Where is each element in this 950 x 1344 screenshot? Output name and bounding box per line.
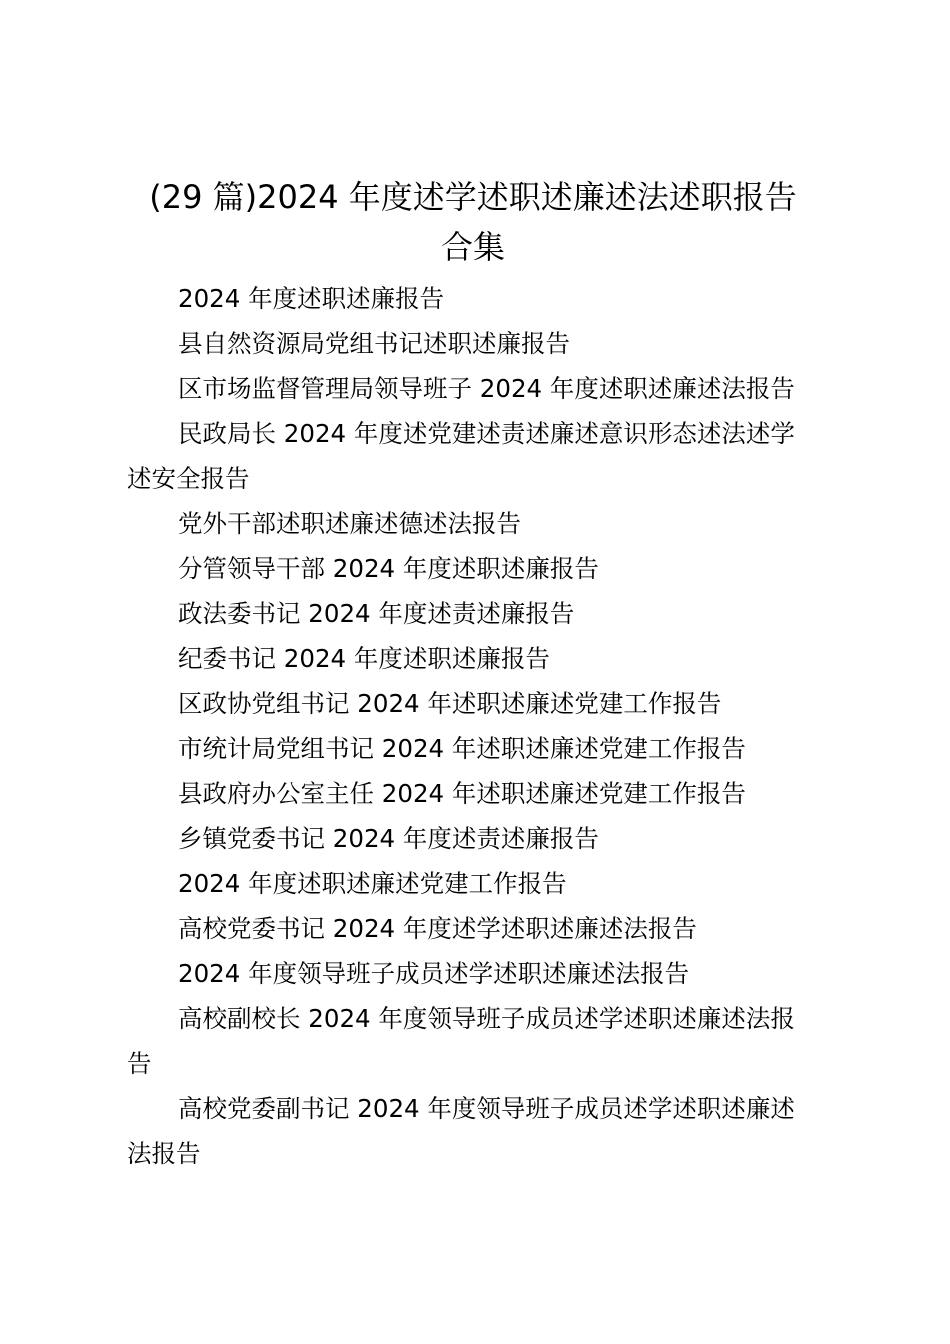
title-line-2: 合集 — [440, 228, 505, 266]
list-item: 2024 年度领导班子成员述学述职述廉述法报告 — [178, 959, 690, 988]
list-item: 纪委书记 2024 年度述职述廉报告 — [178, 644, 550, 673]
document-content — [127, 172, 819, 1176]
list-item: 高校党委书记 2024 年度述学述职述廉述法报告 — [178, 914, 697, 943]
list-item: 民政局长 2024 年度述党建述责述廉述意识形态述法述学述安全报告 — [127, 419, 795, 493]
list-item: 分管领导干部 2024 年度述职述廉报告 — [178, 554, 599, 583]
title-line-1: (29 篇)2024 年度述学述职述廉述法述职报告 — [149, 178, 797, 216]
list-item: 乡镇党委书记 2024 年度述责述廉报告 — [178, 824, 599, 853]
list-item: 高校副校长 2024 年度领导班子成员述学述职述廉述法报告 — [127, 1004, 795, 1078]
list-item: 市统计局党组书记 2024 年述职述廉述党建工作报告 — [178, 734, 746, 763]
list-item: 区市场监督管理局领导班子 2024 年度述职述廉述法报告 — [178, 374, 795, 403]
list-item: 县自然资源局党组书记述职述廉报告 — [178, 329, 570, 358]
page-title — [115, 172, 831, 272]
report-list — [127, 276, 819, 1176]
list-item: 党外干部述职述廉述德述法报告 — [178, 509, 521, 538]
list-item: 政法委书记 2024 年度述责述廉报告 — [178, 599, 575, 628]
list-item: 县政府办公室主任 2024 年述职述廉述党建工作报告 — [178, 779, 746, 808]
list-item: 2024 年度述职述廉述党建工作报告 — [178, 869, 567, 898]
list-item: 高校党委副书记 2024 年度领导班子成员述学述职述廉述法报告 — [127, 1094, 795, 1168]
list-item: 区政协党组书记 2024 年述职述廉述党建工作报告 — [178, 689, 722, 718]
list-item: 2024 年度述职述廉报告 — [178, 284, 445, 313]
